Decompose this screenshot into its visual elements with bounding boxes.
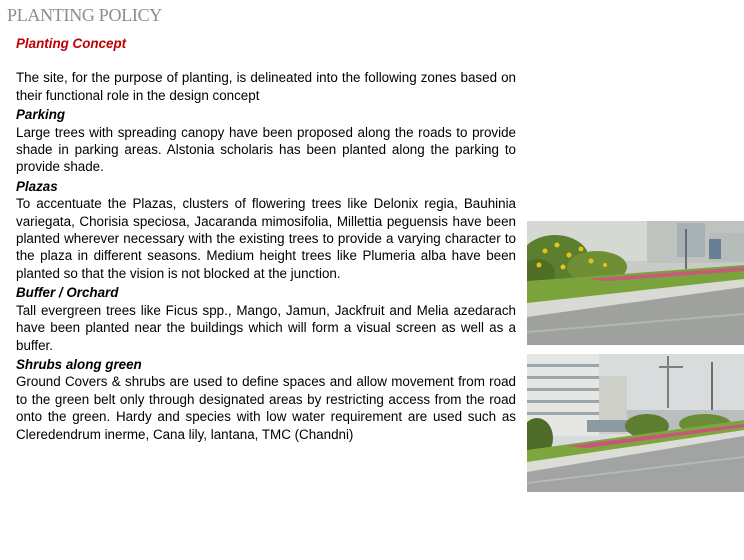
concept-intro: The site, for the purpose of planting, is delineated into the following zones based on their functional role in the design concept [16,70,516,103]
section-body: Tall evergreen trees like Ficus spp., Mango, Jamun, Jackfruit and Melia azedarach have been planted near the buildings which will form a visual screen as well as a buffer. [16,302,516,353]
median-planting-photo [527,221,744,345]
section-buffer-orchard [16,284,516,354]
section-heading: Plazas [16,178,58,194]
text-content [16,35,516,443]
green-belt-photo [527,354,744,492]
section-heading: Shrubs along green [16,356,142,372]
section-plazas [16,178,516,282]
section-parking [16,106,516,176]
page-title: PLANTING POLICY [7,5,162,25]
section-body: Large trees with spreading canopy have been proposed along the roads to provide shade in parking areas. Alstonia scholaris has been planted along the parking to provide shade. [16,124,516,175]
section-shrubs-along-green [16,356,516,443]
concept-heading: Planting Concept [16,36,127,51]
section-heading: Buffer / Orchard [16,285,119,301]
section-heading: Parking [16,107,66,123]
section-body: Ground Covers & shrubs are used to define spaces and allow movement from road to the green belt only through designated areas by restricting access from the road onto the green. Hardy and species with low water requirement are used such as Cleredendrum inerme, Cana lily, lantana, TMC (Chandni) [16,374,516,442]
section-body: To accentuate the Plazas, clusters of flowering trees like Delonix regia, Bauhinia variegata, Chorisia speciosa, Jacaranda mimosifolia, Millettia peguensis have been planted wherever necessary with the existing trees to provide a varying character to the plaza in different seasons. Medium height trees like Plumeria alba have been planted so that the vision is not blocked at the junction. [16,196,516,281]
